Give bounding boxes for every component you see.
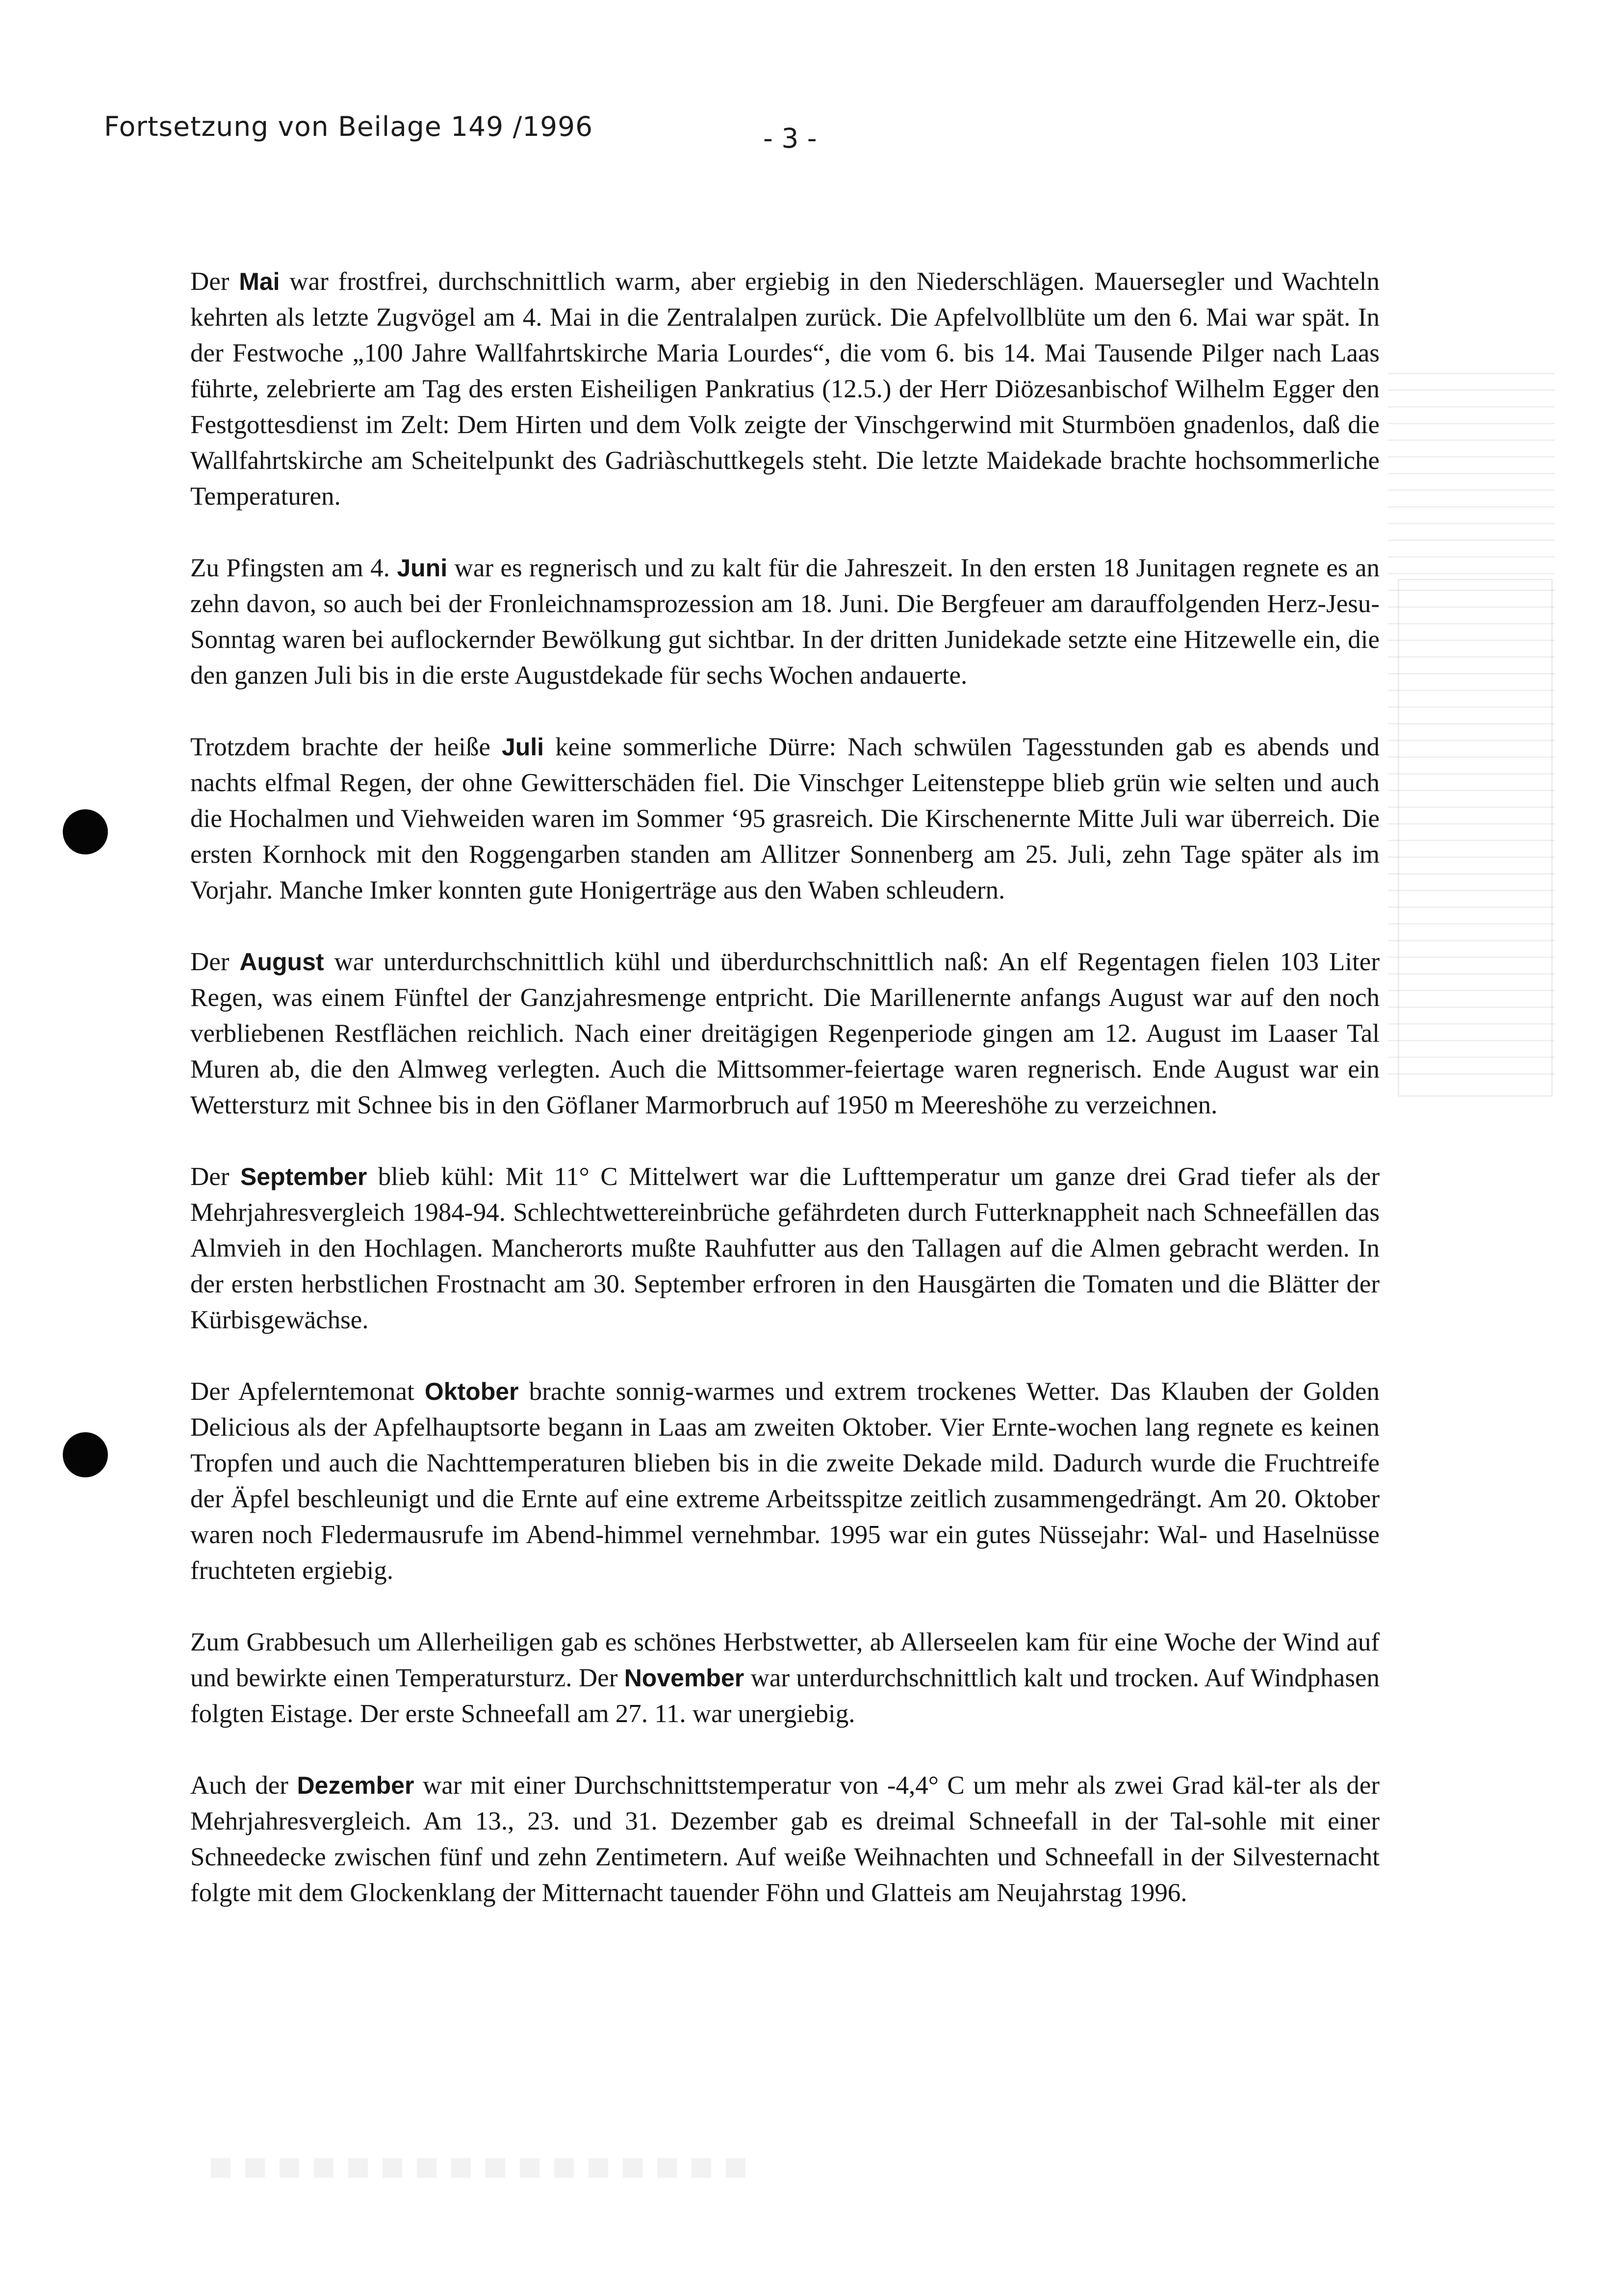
- page-number: - 3 -: [763, 123, 817, 154]
- paragraph-text: war frostfrei, durchschnittlich warm, aber ergiebig in den Niederschlägen. Mauersegler und Wachteln kehrten als letzte Zugvögel am 4. Mai in die Zentralalpen zurück. Die Apfelvollblüte um den 6. Mai war spät. In der Festwoche „100 Jahre Wallfahrtskirche Maria Lourdes“, die vom 6. bis 14. Mai Tausende Pilger nach Laas führte, zelebrierte am Tag des ersten Eisheiligen Pankratius (12.5.) der Herr Diözesanbischof Wilhelm Egger den Festgottesdienst im Zelt: Dem Hirten und dem Volk zeigte der Vinschgerwind mit Sturmböen gnadenlos, daß die Wallfahrtskirche am Scheitelpunkt des Gadriàschuttkegels steht. Die letzte Maidekade brachte hochsommerliche Temperaturen.: [190, 267, 1380, 511]
- paragraph-june: [190, 550, 1380, 694]
- month-heading: Mai: [239, 268, 280, 295]
- month-heading: November: [624, 1664, 744, 1692]
- paragraph-may: [190, 264, 1380, 515]
- month-heading: Juli: [501, 733, 544, 761]
- paragraph-text: blieb kühl: Mit 11° C Mittelwert war die Lufttemperatur um ganze drei Grad tiefer als der Mehrjahresvergleich 1984-94. Schlechtwettereinbrüche gefährdeten durch Futterknappheit nach Schneefällen das Almvieh in den Hochlagen. Mancherorts mußte Rauhfutter aus den Tallagen auf die Almen gebracht werden. In der ersten herbstlichen Frostnacht am 30. September erfroren in den Hausgärten die Tomaten und die Blätter der Kürbisgewächse.: [190, 1162, 1380, 1334]
- document-body: [190, 264, 1380, 1947]
- paragraph-text: Der: [190, 267, 239, 296]
- show-through-table: [1398, 579, 1553, 1097]
- month-heading: Juni: [397, 554, 448, 582]
- paragraph-text: keine sommerliche Dürre: Nach schwülen Tagesstunden gab es abends und nachts elfmal Regen, der ohne Gewitterschäden fiel. Die Vinschger Leitensteppe blieb grün wie selten und auch die Hochalmen und Viehweiden waren im Sommer ‘95 grasreich. Die Kirschenernte Mitte Juli war überreich. Die ersten Kornhock mit den Roggengarben standen am Allitzer Sonnenberg am 25. Juli, zehn Tage später als im Vorjahr. Manche Imker konnten gute Honigerträge aus den Waben schleudern.: [190, 733, 1380, 904]
- paragraph-text: war unterdurchschnittlich kühl und überdurchschnittlich naß: An elf Regentagen fielen 103 Liter Regen, was einem Fünftel der Ganzjahresmenge entpricht. Die Marillenernte anfangs August war auf den noch verbliebenen Restflächen reichlich. Nach einer dreitägigen Regenperiode gingen am 12. August im Laaser Tal Muren ab, die den Almweg verlegten. Auch die Mittsommer-feiertage waren regnerisch. Ende August war ein Wettersturz mit Schnee bis in den Göflaner Marmorbruch auf 1950 m Meereshöhe zu verzeichnen.: [190, 948, 1380, 1119]
- paragraph-text: Zum Grabbesuch um Allerheiligen gab es schönes Herbstwetter, ab Allerseelen kam für eine Woche der Wind auf und bewirkte einen Temperatursturz. Der: [190, 1628, 1380, 1692]
- paragraph-text: Der: [190, 1162, 240, 1191]
- paragraph-october: [190, 1374, 1380, 1589]
- paragraph-july: [190, 729, 1380, 908]
- paragraph-text: brachte sonnig-warmes und extrem trockenes Wetter. Das Klauben der Golden Delicious als der Apfelhauptsorte begann in Laas am zweiten Oktober. Vier Ernte-wochen lang regnete es keinen Tropfen und auch die Nachttemperaturen blieben bis in die zweite Dekade mild. Dadurch wurde die Fruchtreife der Äpfel beschleunigt und die Ernte auf eine extreme Arbeitsspitze zeitlich zusammengedrängt. Am 20. Oktober waren noch Fledermausrufe im Abend-himmel vernehmbar. 1995 war ein gutes Nüssejahr: Wal- und Haselnüsse fruchteten ergiebig.: [190, 1377, 1380, 1585]
- paragraph-text: Der: [190, 948, 240, 976]
- punch-hole-top: [63, 809, 108, 854]
- paragraph-november: [190, 1625, 1380, 1732]
- show-through-footer: [211, 2158, 750, 2178]
- header-reference: Fortsetzung von Beilage 149 /1996: [104, 111, 593, 142]
- paragraph-text: war unterdurchschnittlich kalt und trocken. Auf Windphasen folgten Eistage. Der erste Schneefall am 27. 11. war unergiebig.: [190, 1664, 1380, 1728]
- month-heading: Dezember: [297, 1772, 414, 1799]
- month-heading: Oktober: [424, 1378, 519, 1405]
- paragraph-august: [190, 944, 1380, 1123]
- paragraph-text: war es regnerisch und zu kalt für die Jahreszeit. In den ersten 18 Junitagen regnete es an zehn davon, so auch bei der Fronleichnamsprozession am 18. Juni. Die Bergfeuer am darauffolgenden Herz-Jesu-Sonntag waren bei auflockernder Bewölkung gut sichtbar. In der dritten Junidekade setzte eine Hitzewelle ein, die den ganzen Juli bis in die erste Augustdekade für sechs Wochen andauerte.: [190, 554, 1380, 690]
- paragraph-text: Auch der: [190, 1771, 297, 1800]
- paragraph-text: Trotzdem brachte der heiße: [190, 733, 502, 761]
- paragraph-december: [190, 1768, 1380, 1911]
- paragraph-text: Zu Pfingsten am 4.: [190, 554, 397, 582]
- punch-hole-bottom: [63, 1432, 108, 1477]
- month-heading: August: [239, 948, 324, 976]
- month-heading: September: [240, 1163, 367, 1190]
- paragraph-text: Der Apfelerntemonat: [190, 1377, 425, 1406]
- paragraph-september: [190, 1159, 1380, 1338]
- paragraph-text: war mit einer Durchschnittstemperatur von -4,4° C um mehr als zwei Grad käl-ter als der Mehrjahresvergleich. Am 13., 23. und 31. Dezember gab es dreimal Schneefall in der Tal-sohle mit einer Schneedecke zwischen fünf und zehn Zentimetern. Auf weiße Weihnachten und Schneefall in der Silvesternacht folgte mit dem Glockenklang der Mitternacht tauender Föhn und Glatteis am Neujahrstag 1996.: [190, 1771, 1380, 1907]
